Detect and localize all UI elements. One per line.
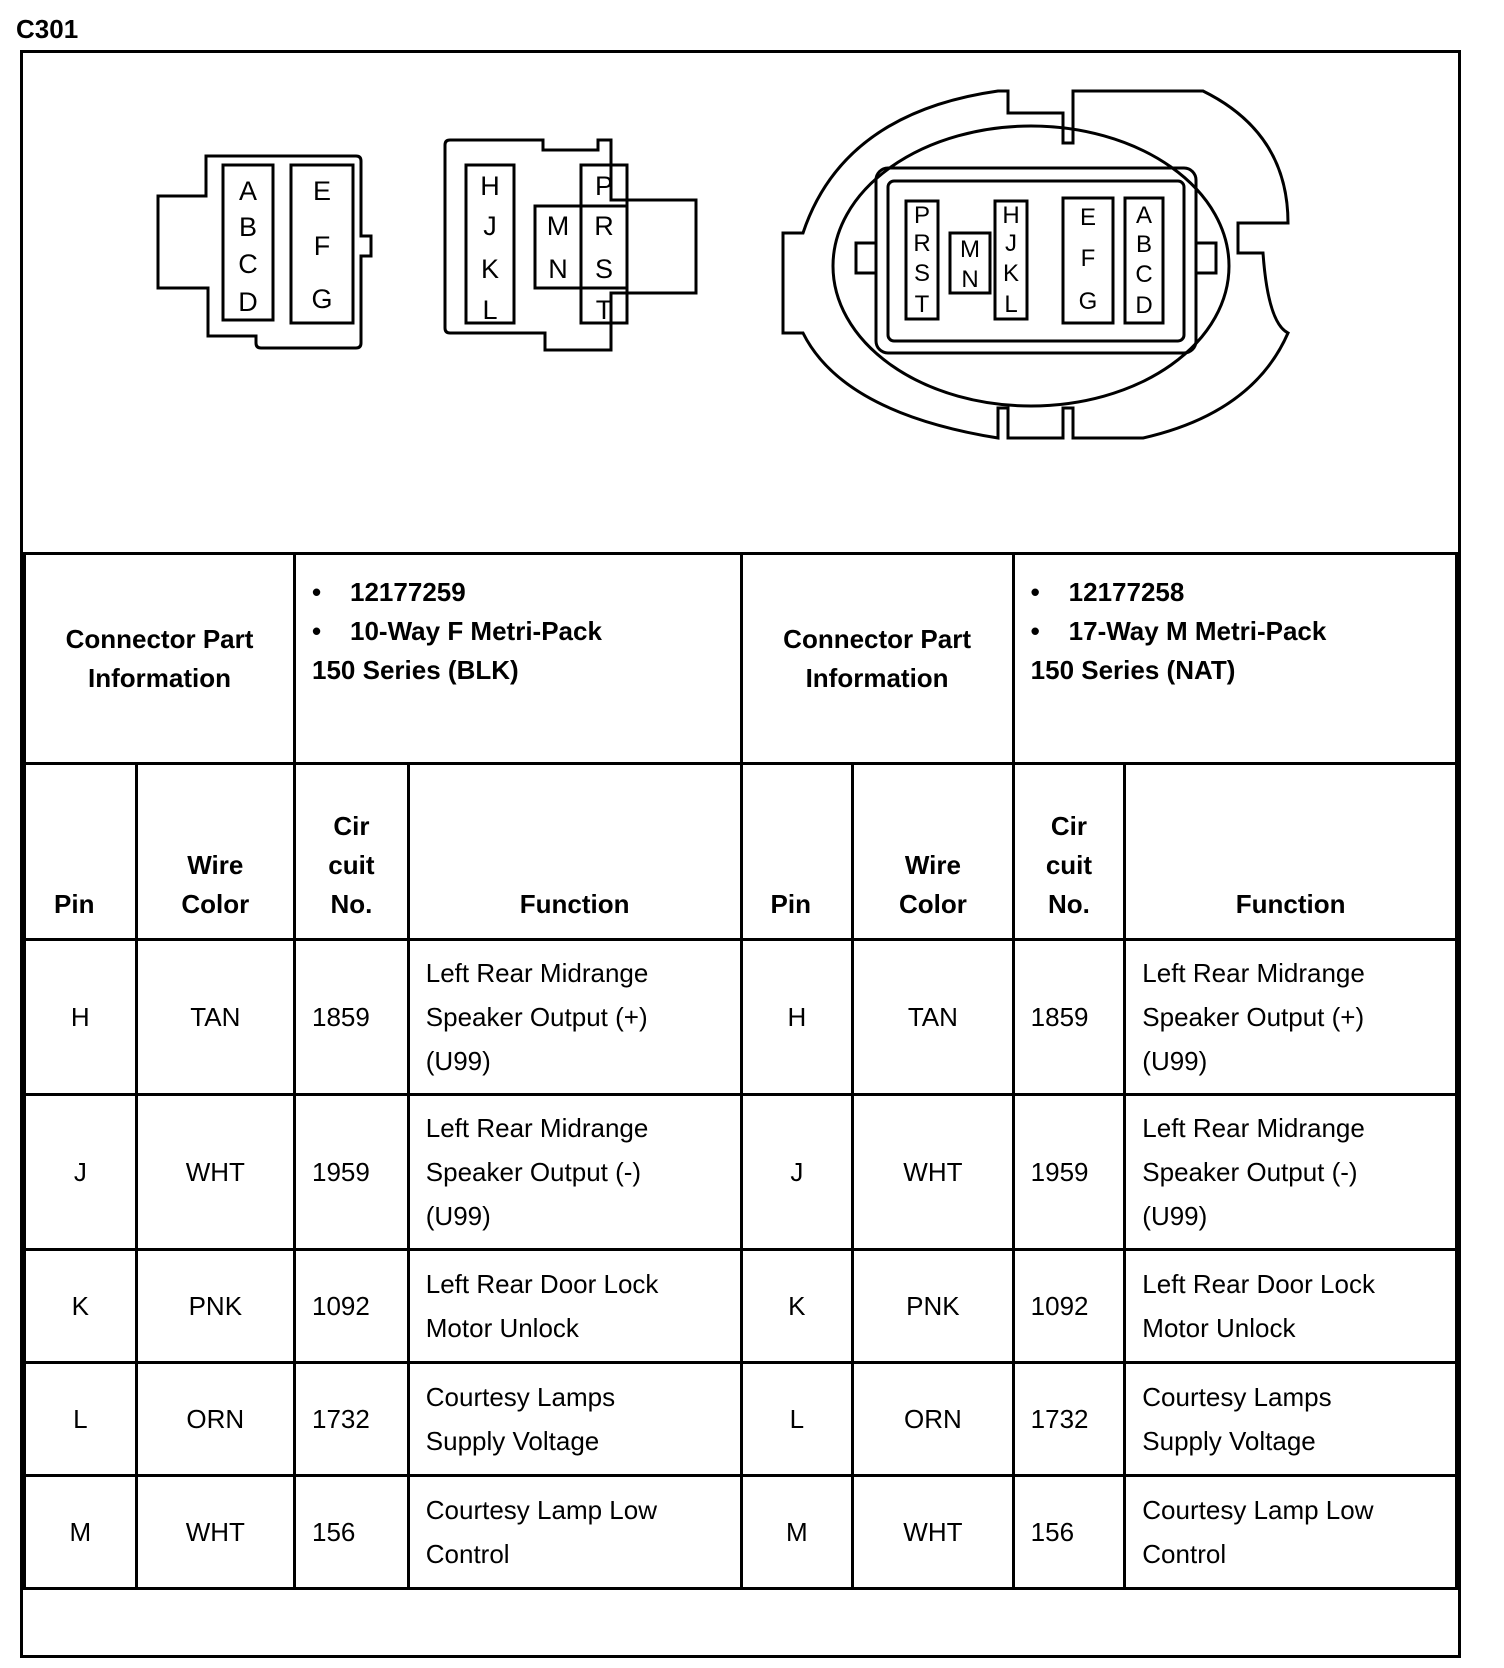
pin-cell: L <box>25 1363 137 1476</box>
function-line: Control <box>1142 1539 1227 1569</box>
table-row <box>25 1476 1457 1589</box>
header-circuit-no: Cir cuit No. <box>295 764 409 940</box>
function-cell <box>408 940 741 1095</box>
female-pin-label: S <box>594 254 614 284</box>
male-pin-label: J <box>1005 230 1017 257</box>
function-line: Courtesy Lamp Low <box>1142 1495 1374 1525</box>
female-pin-label: P <box>594 171 614 201</box>
function-line: Courtesy Lamp Low <box>425 1495 657 1525</box>
female-pin-label: N <box>548 254 568 284</box>
male-pin-label: L <box>1004 291 1018 318</box>
info-bullet: • 12177259 <box>312 577 466 607</box>
function-line: (U99) <box>1142 1201 1208 1231</box>
connector-sheet <box>20 50 1461 1658</box>
connector-info-label <box>741 554 1013 764</box>
female-pin-label: J <box>483 211 497 241</box>
function-line: Courtesy Lamps <box>425 1382 616 1412</box>
circuit-cell: 1092 <box>1013 1250 1125 1363</box>
function-line: Courtesy Lamps <box>1142 1382 1332 1412</box>
function-line: Left Rear Door Lock <box>425 1269 659 1299</box>
female-pin-label: H <box>480 171 500 201</box>
wire-color-cell: TAN <box>853 940 1014 1095</box>
male-pin-label: H <box>1002 202 1020 229</box>
connector-info-details <box>1013 554 1456 764</box>
male-pin-label: E <box>1079 204 1097 231</box>
table-row <box>25 1095 1457 1250</box>
info-label-line: Information <box>88 662 231 693</box>
female-pin-label: G <box>311 284 333 314</box>
circuit-cell: 1092 <box>295 1250 409 1363</box>
male-pin-label: R <box>913 230 931 257</box>
wire-color-cell: ORN <box>853 1363 1014 1476</box>
header-row <box>25 764 1457 940</box>
function-line: Left Rear Midrange <box>425 1113 649 1143</box>
header-wire-color: Wire Color <box>136 764 294 940</box>
function-cell <box>1125 1095 1457 1250</box>
male-pin-label: G <box>1078 288 1098 315</box>
male-pin-label: A <box>1135 202 1153 229</box>
wire-color-cell: TAN <box>136 940 294 1095</box>
male-pin-label: P <box>913 202 931 229</box>
info-line: 150 Series (NAT) <box>1030 655 1236 685</box>
info-line: 150 Series (BLK) <box>312 655 519 685</box>
circuit-cell: 156 <box>1013 1476 1125 1589</box>
pin-cell: L <box>741 1363 853 1476</box>
function-cell <box>1125 940 1457 1095</box>
male-pin-label: F <box>1080 245 1096 272</box>
function-line: Speaker Output (+) <box>1142 1002 1365 1032</box>
info-label-line: Information <box>805 662 949 693</box>
header-function: Function <box>408 764 741 940</box>
female-pin-label: T <box>595 295 613 325</box>
info-bullet: • 17-Way M Metri-Pack <box>1030 616 1327 646</box>
table-row <box>25 1363 1457 1476</box>
male-pin-label: N <box>961 266 979 293</box>
pin-cell: K <box>741 1250 853 1363</box>
female-pin-label: L <box>482 295 498 325</box>
male-pin-label: M <box>960 236 980 263</box>
connector-info-row <box>25 554 1457 764</box>
female-pin-label: A <box>238 176 258 206</box>
wire-color-cell: PNK <box>853 1250 1014 1363</box>
pin-cell: J <box>741 1095 853 1250</box>
function-line: (U99) <box>425 1201 491 1231</box>
male-pin-label: K <box>1002 260 1020 287</box>
wire-color-cell: WHT <box>136 1476 294 1589</box>
female-pin-label: B <box>238 212 258 242</box>
male-latch-left <box>856 243 876 273</box>
male-pin-label: T <box>914 291 930 318</box>
male-pin-label: C <box>1135 261 1153 288</box>
male-outer-shell <box>783 91 1288 438</box>
pin-cell: M <box>741 1476 853 1589</box>
wire-color-cell: ORN <box>136 1363 294 1476</box>
wire-color-cell: WHT <box>853 1476 1014 1589</box>
connector-title: C301 <box>16 14 79 44</box>
female-pin-label: M <box>546 211 570 241</box>
circuit-cell: 156 <box>295 1476 409 1589</box>
connector-info-details <box>295 554 742 764</box>
female-pin-label: R <box>594 211 614 241</box>
header-pin: Pin <box>25 764 137 940</box>
header-circuit-no: Cir cuit No. <box>1013 764 1125 940</box>
circuit-cell: 1859 <box>295 940 409 1095</box>
function-line: (U99) <box>425 1046 491 1076</box>
function-cell <box>408 1363 741 1476</box>
function-cell <box>1125 1476 1457 1589</box>
female-pin-label: K <box>480 254 500 284</box>
pin-cell: M <box>25 1476 137 1589</box>
circuit-cell: 1859 <box>1013 940 1125 1095</box>
female-pin-label: C <box>238 249 258 279</box>
function-cell <box>1125 1363 1457 1476</box>
pinout-rows <box>25 940 1457 1589</box>
male-pin-label: D <box>1135 292 1153 319</box>
circuit-cell: 1959 <box>295 1095 409 1250</box>
info-label-line: Connector Part <box>65 623 254 654</box>
pin-cell: K <box>25 1250 137 1363</box>
connector-diagram <box>23 53 1458 552</box>
table-row <box>25 1250 1457 1363</box>
function-line: Control <box>425 1539 510 1569</box>
function-cell <box>1125 1250 1457 1363</box>
female-pin-label: E <box>312 176 332 206</box>
male-latch-right <box>1196 243 1216 273</box>
wire-color-cell: WHT <box>853 1095 1014 1250</box>
function-line: Left Rear Midrange <box>1142 1113 1365 1143</box>
function-line: Supply Voltage <box>1142 1426 1316 1456</box>
header-function: Function <box>1125 764 1457 940</box>
function-line: Left Rear Midrange <box>1142 958 1365 988</box>
info-bullet: • 12177258 <box>1030 577 1185 607</box>
function-line: Supply Voltage <box>425 1426 600 1456</box>
wire-color-cell: PNK <box>136 1250 294 1363</box>
function-line: (U99) <box>1142 1046 1208 1076</box>
function-cell <box>408 1250 741 1363</box>
function-cell <box>408 1095 741 1250</box>
info-bullet: • 10-Way F Metri-Pack <box>312 616 602 646</box>
pin-cell: H <box>25 940 137 1095</box>
header-pin: Pin <box>741 764 853 940</box>
pin-cell: H <box>741 940 853 1095</box>
connector-info-label <box>25 554 295 764</box>
female-pin-label: F <box>313 231 331 261</box>
info-label-line: Connector Part <box>783 623 971 654</box>
female-pin-label: D <box>238 287 258 317</box>
circuit-cell: 1732 <box>295 1363 409 1476</box>
circuit-cell: 1732 <box>1013 1363 1125 1476</box>
function-line: Speaker Output (+) <box>425 1002 648 1032</box>
function-cell <box>408 1476 741 1589</box>
pinout-table <box>23 552 1458 1590</box>
function-line: Motor Unlock <box>1142 1313 1296 1343</box>
male-pin-label: S <box>913 260 931 287</box>
male-pin-label: B <box>1135 231 1153 258</box>
function-line: Motor Unlock <box>425 1313 579 1343</box>
function-line: Left Rear Door Lock <box>1142 1269 1375 1299</box>
circuit-cell: 1959 <box>1013 1095 1125 1250</box>
wire-color-cell: WHT <box>136 1095 294 1250</box>
function-line: Speaker Output (-) <box>1142 1157 1358 1187</box>
table-row <box>25 940 1457 1095</box>
function-line: Speaker Output (-) <box>425 1157 642 1187</box>
pin-cell: J <box>25 1095 137 1250</box>
function-line: Left Rear Midrange <box>425 958 649 988</box>
header-wire-color: Wire Color <box>853 764 1014 940</box>
